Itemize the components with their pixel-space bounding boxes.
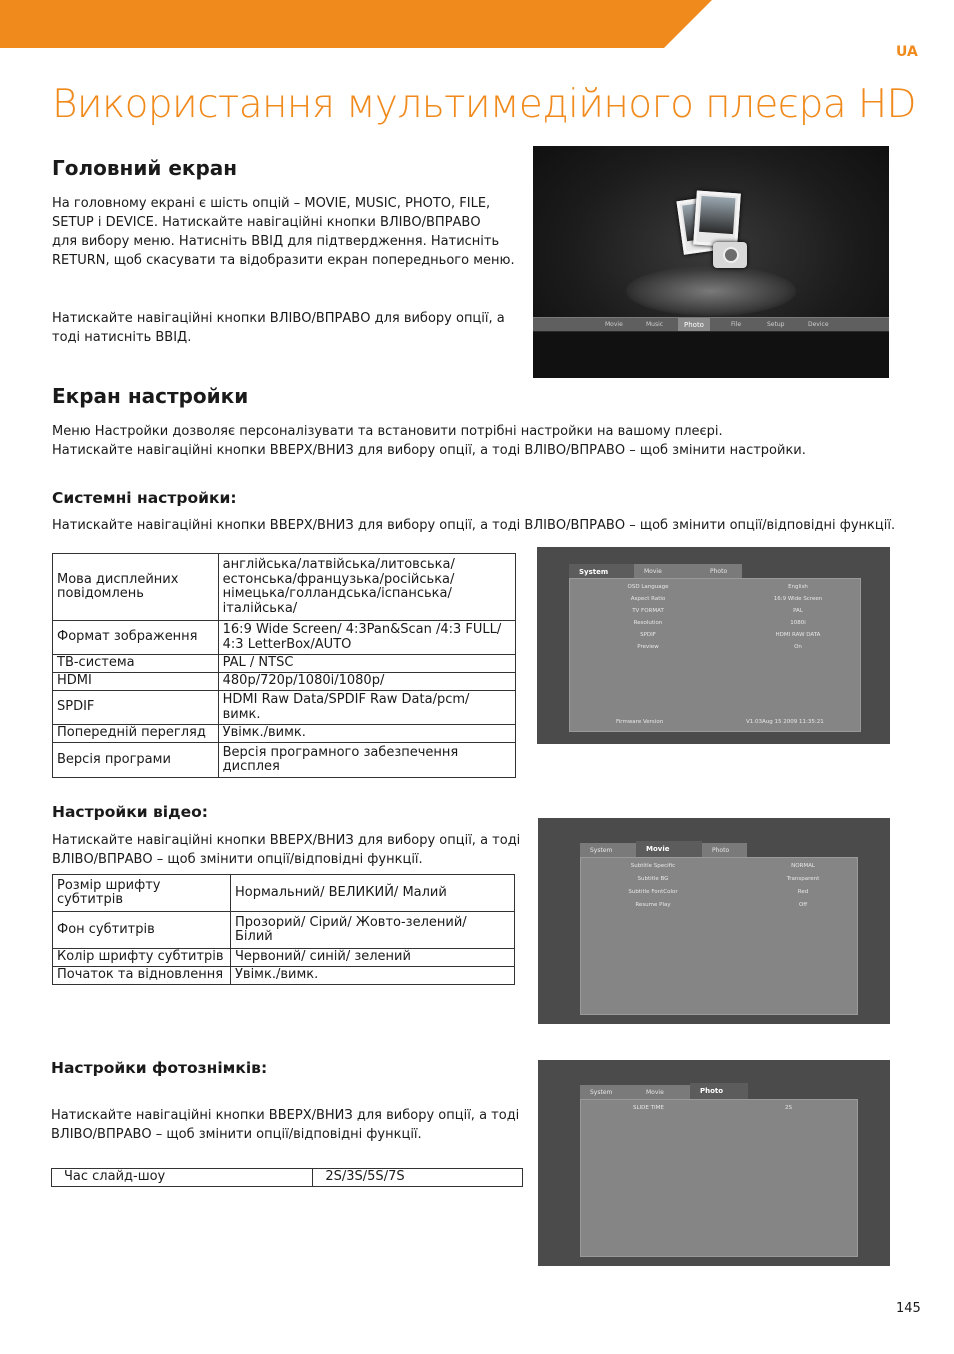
table-row [53,875,515,912]
table-row [53,673,516,691]
table-row [53,949,515,967]
screen-row-key: TV FORMAT [632,608,664,614]
section-heading-setup: Екран настройки [52,384,249,408]
screen-tab-photo[interactable]: Photo [690,1083,748,1099]
photo-settings-panel [580,1099,858,1257]
home-stage-glow [626,266,796,316]
home-menu-music[interactable]: Music [646,321,664,328]
table-cell-value: Червоний/ синій/ зелений [230,949,514,967]
screen-row-key: Resume Play [635,902,671,908]
photo-settings-table [51,1168,523,1187]
screen-row-value: Off [798,902,808,908]
screen-row-key: SPDIF [640,632,656,638]
home-menu-file[interactable]: File [731,321,742,328]
subheading-photo: Настройки фотознімків: [51,1059,268,1077]
screen-row-key: Subtitle FontColor [628,889,678,895]
screen-row-value: English [788,584,808,590]
screen-row-key: OSD Language [627,584,669,590]
screen-row-value: 16:9 Wide Screen [773,596,823,602]
photo-paragraph-text: Натискайте навігаційні кнопки ВВЕРХ/ВНИЗ для вибору опції, а тоді ВЛІВО/ВПРАВО – щоб змінити опції/відповідні функції. [51,1108,520,1142]
screen-row-key: Subtitle Specific [630,863,676,869]
table-cell-key: Початок та відновлення [53,967,231,985]
home-menu-setup[interactable]: Setup [767,321,785,328]
page-title: Використання мультимедійного плеєра HD [52,82,916,127]
screen-tab-movie[interactable]: Movie [636,1085,690,1099]
table-cell-value: англійська/латвійська/литовська/ естонська/французька/російська/ німецька/голландська/іспанська/ італійська/ [218,554,515,621]
home-bottom-area [533,332,889,378]
video-paragraph [52,831,522,869]
screen-row-value: Red [797,889,809,895]
page-number: 145 [896,1301,921,1316]
system-settings-panel [569,578,861,732]
subheading-video: Настройки відео: [52,803,208,821]
table-cell-key: SPDIF [53,691,219,725]
home-paragraph-2 [52,309,522,347]
screen-tab-movie[interactable]: Movie [636,841,702,857]
firmware-label: Firmware Version [616,719,664,725]
setup-paragraph [52,422,912,460]
table-cell-value: Прозорий/ Сірий/ Жовто-зелений/ Білий [230,912,514,949]
video-paragraph-text: Натискайте навігаційні кнопки ВВЕРХ/ВНИЗ для вибору опції, а тоді ВЛІВО/ВПРАВО – щоб змінити опції/відповідні функції. [52,833,521,867]
photo-paragraph [51,1106,521,1144]
camera-icon [713,242,747,268]
language-code: UA [896,44,918,60]
table-row [53,655,516,673]
table-cell-key: Версія програми [53,743,219,778]
table-cell-key: HDMI [53,673,219,691]
system-settings-screenshot [537,547,890,744]
table-row [53,912,515,949]
table-cell-key: Попередній перегляд [53,725,219,743]
photo-card-icon [693,191,741,248]
section-heading-home: Головний екран [52,156,238,180]
table-row [53,743,516,778]
table-cell-value: Увімк./вимк. [230,967,514,985]
screen-row-value: On [794,644,802,650]
screen-tab-movie[interactable]: Movie [634,564,700,578]
screen-row-key: Subtitle BG [637,876,669,882]
video-settings-table [52,874,515,985]
screen-row-key: SLIDE TIME [633,1105,664,1111]
screen-tab-photo[interactable]: Photo [702,843,747,857]
table-cell-value: HDMI Raw Data/SPDIF Raw Data/pcm/ вимк. [218,691,515,725]
table-cell-key: Час слайд-шоу [52,1169,313,1187]
table-row [53,691,516,725]
table-cell-key: Розмір шрифту субтитрів [53,875,231,912]
screen-tab-system[interactable]: System [580,1085,636,1099]
screen-row-value: Transparent [786,876,820,882]
table-cell-value: 16:9 Wide Screen/ 4:3Pan&Scan /4:3 FULL/ 4:3 LetterBox/AUTO [218,621,515,655]
screen-row-key: Resolution [633,620,663,626]
table-cell-key: Мова дисплейних повідомлень [53,554,219,621]
table-row [53,621,516,655]
screen-tab-system[interactable]: System [569,564,634,580]
screen-row-value: PAL [793,608,803,614]
table-row [53,725,516,743]
system-settings-table [52,553,516,778]
photo-settings-screenshot [538,1060,890,1266]
video-settings-screenshot [538,818,890,1024]
firmware-value: V1.03Aug 15 2009 11:35:21 [746,719,824,725]
video-settings-panel [580,857,858,1015]
home-menu-movie[interactable]: Movie [605,321,623,328]
home-paragraph-1 [52,194,522,270]
screen-row-value: HDMI RAW DATA [775,632,821,638]
table-row [52,1169,523,1187]
table-cell-key: ТВ-система [53,655,219,673]
table-cell-value: PAL / NTSC [218,655,515,673]
home-screen-screenshot [533,146,889,378]
screen-row-key: Preview [637,644,659,650]
table-cell-key: Колір шрифту субтитрів [53,949,231,967]
setup-paragraph-text: Меню Настройки дозволяє персоналізувати та встановити потрібні настройки на вашому плеєрі. Натискайте навігаційні кнопки ВВЕРХ/ВНИЗ для вибору опції, а тоді ВЛІВО/ВПРАВО – щоб змінити настройки. [52,424,806,458]
subheading-system: Системні настройки: [52,489,237,507]
home-paragraph-1-text: На головному екрані є шість опцій – MOVIE, MUSIC, PHOTO, FILE, SETUP і DEVICE. Натискайте навігаційні кнопки ВЛІВО/ВПРАВО для вибору меню. Натисніть ВВІД для підтвердження. Натисніть RETURN, щоб скасувати та відобразити екран попереднього меню. [52,196,515,268]
home-menu-device[interactable]: Device [808,321,829,328]
table-cell-value: 480p/720p/1080i/1080p/ [218,673,515,691]
table-cell-value: 2S/3S/5S/7S [313,1169,523,1187]
home-menu-photo[interactable]: Photo [678,318,710,331]
screen-row-value: 2S [785,1105,792,1111]
table-cell-key: Формат зображення [53,621,219,655]
table-cell-value: Нормальний/ ВЕЛИКИЙ/ Малий [230,875,514,912]
screen-row-value: NORMAL [791,863,815,869]
screen-row-key: Aspect Ratio [630,596,666,602]
table-row [53,554,516,621]
screen-row-value: 1080i [790,620,806,626]
screen-tab-system[interactable]: System [580,843,636,857]
home-paragraph-2-text: Натискайте навігаційні кнопки ВЛІВО/ВПРАВО для вибору опції, а тоді натисніть ВВІД. [52,311,505,345]
home-menu-bar [533,317,889,332]
table-cell-key: Фон субтитрів [53,912,231,949]
table-row [53,967,515,985]
header-orange-band [0,0,712,48]
screen-tab-photo[interactable]: Photo [700,564,742,578]
table-cell-value: Версія програмного забезпечення дисплея [218,743,515,778]
table-cell-value: Увімк./вимк. [218,725,515,743]
system-paragraph: Натискайте навігаційні кнопки ВВЕРХ/ВНИЗ для вибору опції, а тоді ВЛІВО/ВПРАВО – щоб змінити опції/відповідні функції. [52,518,896,533]
